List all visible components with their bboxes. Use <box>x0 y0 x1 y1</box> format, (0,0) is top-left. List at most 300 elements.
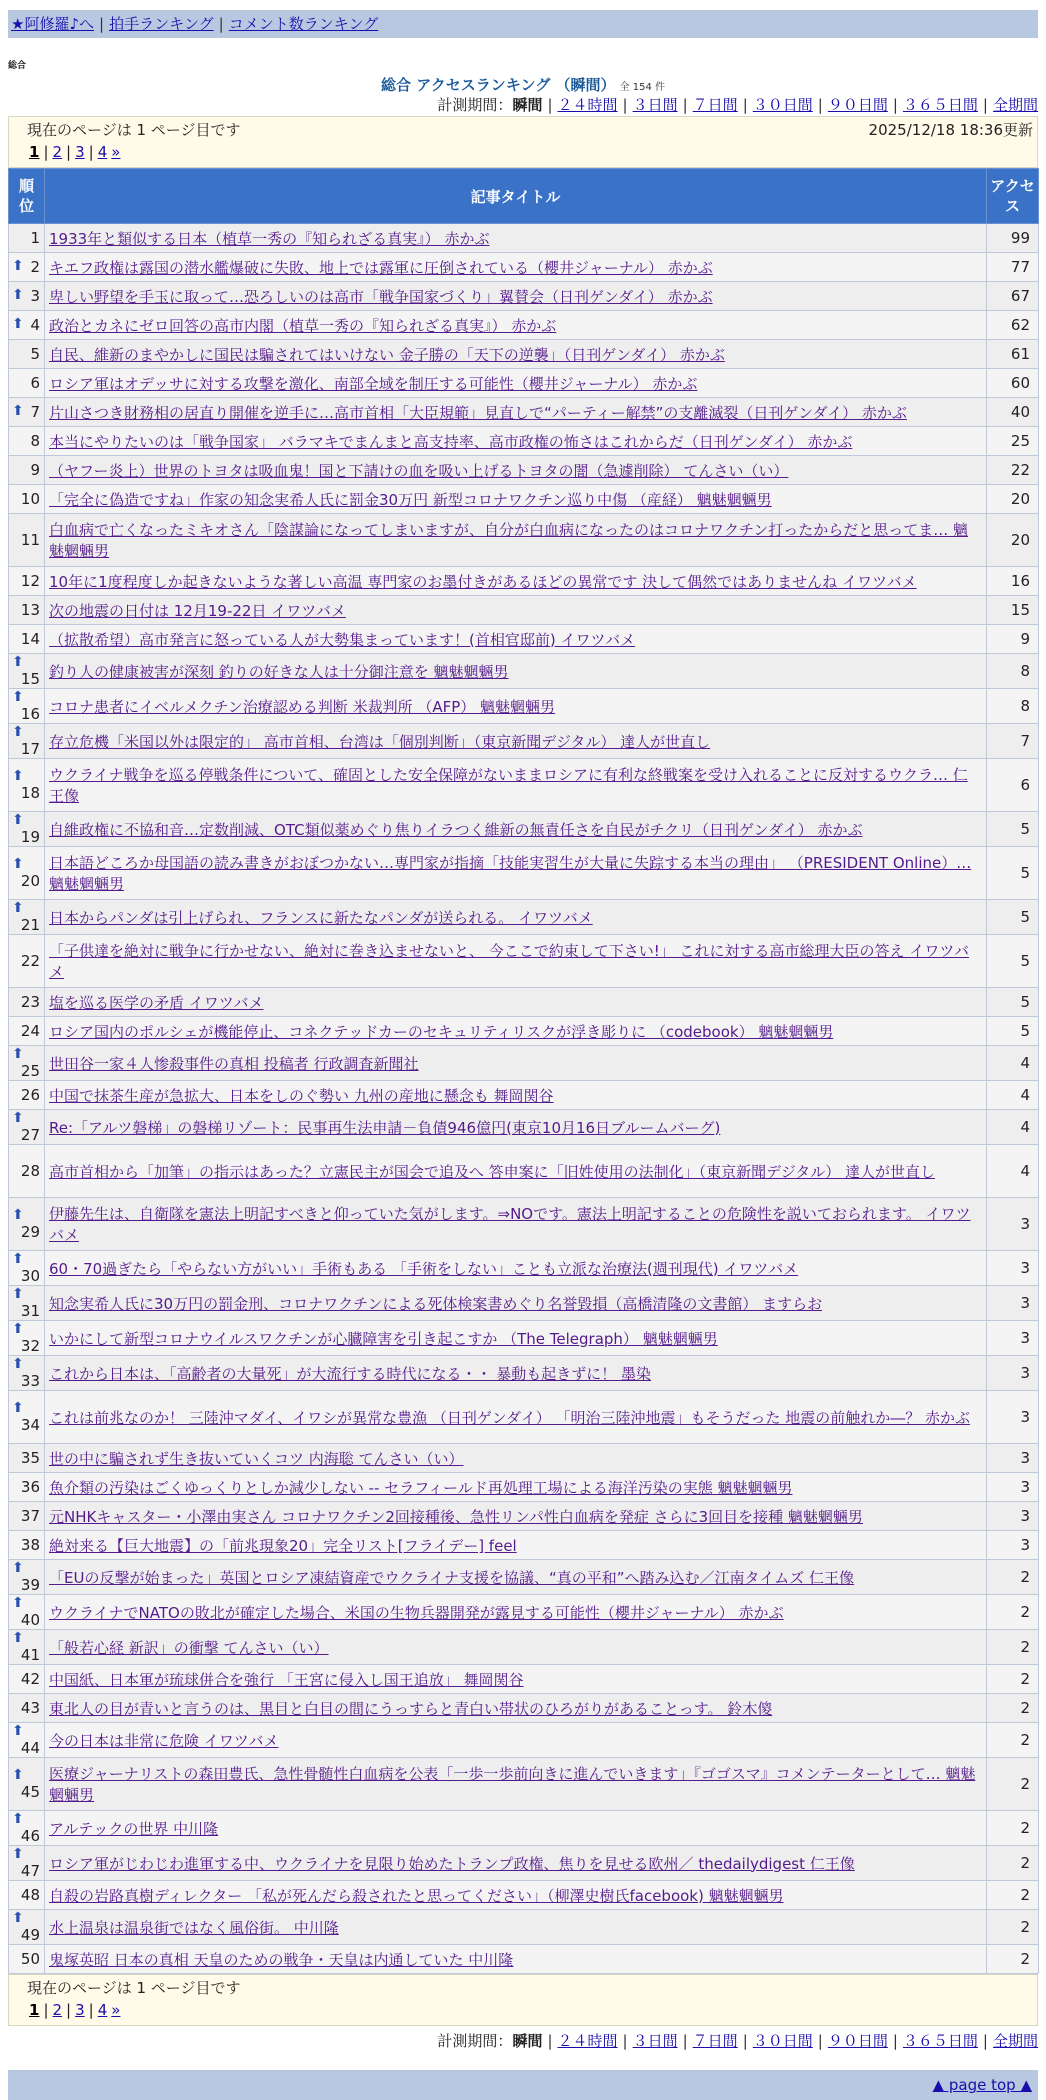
article-title-link[interactable]: 水上温泉は温泉街ではなく風俗街。 中川隆 <box>49 1918 339 1937</box>
rank-cell <box>9 1723 45 1758</box>
period-label: 計測期間： <box>437 2032 513 2050</box>
rank-up-arrow-icon <box>12 1910 24 1926</box>
page-next-link[interactable]: » <box>111 2001 121 2019</box>
access-count: 3 <box>987 1502 1039 1531</box>
table-row <box>9 1473 1039 1502</box>
rank-up-arrow-icon <box>12 258 24 274</box>
rank-cell <box>9 625 45 654</box>
rank-up-arrow-icon <box>12 1251 24 1267</box>
table-row <box>9 847 1039 900</box>
article-title-link[interactable]: 医療ジャーナリストの森田豊氏、急性骨髄性白血病を公表「一歩一歩前向きに進んでいきます」『ゴゴスマ』コメンテーターとして… 魑魅魍魎男 <box>49 1765 976 1804</box>
rank-number: 37 <box>20 1507 40 1525</box>
article-title-link[interactable]: 存立危機「米国以外は限定的」 高市首相、台湾は「個別判断」（東京新聞デジタル） 達人が世直し <box>49 732 711 751</box>
page-link[interactable]: 2 <box>52 2001 63 2019</box>
article-title-link[interactable]: いかにして新型コロナウイルスワクチンが心臓障害を引き起こすか （The Telegraph） 魑魅魍魎男 <box>49 1329 718 1348</box>
title-cell <box>45 369 987 398</box>
access-count: 2 <box>987 1910 1039 1945</box>
rank-cell <box>9 1758 45 1811</box>
ranking-body <box>9 224 1039 1974</box>
rank-cell <box>9 1694 45 1723</box>
rank-number: 29 <box>20 1223 40 1241</box>
article-title-link[interactable]: 絶対来る【巨大地震】の「前兆現象20」完全リスト[フライデー] feel <box>49 1536 517 1555</box>
period-link[interactable]: 全期間 <box>992 2032 1038 2050</box>
access-count: 4 <box>987 1081 1039 1110</box>
article-title-link[interactable]: 卑しい野望を手玉に取って…恐ろしいのは高市「戦争国家づくり」翼賛会（日刊ゲンダイ） 赤かぶ <box>49 287 713 306</box>
rank-number: 26 <box>20 1086 40 1104</box>
table-row <box>9 654 1039 689</box>
page-link[interactable]: 3 <box>75 143 85 161</box>
access-count: 2 <box>987 1694 1039 1723</box>
title-cell <box>45 1391 987 1444</box>
rank-up-arrow-icon <box>12 316 24 332</box>
rank-cell <box>9 988 45 1017</box>
access-count: 16 <box>987 567 1039 596</box>
table-row <box>9 311 1039 340</box>
rank-up-arrow-icon <box>12 1356 24 1372</box>
rank-cell <box>9 311 45 340</box>
article-title-link[interactable]: 自維政権に不協和音…定数削減、OTC類似薬めぐり焦りイラつく維新の無責任さを自民がチクリ（日刊ゲンダイ） 赤かぶ <box>49 820 863 839</box>
table-row <box>9 340 1039 369</box>
title-cell <box>45 988 987 1017</box>
rank-number: 1 <box>30 229 40 247</box>
access-count: 5 <box>987 988 1039 1017</box>
rank-number: 50 <box>20 1950 40 1968</box>
rank-number: 25 <box>20 1062 40 1080</box>
page-separator: | <box>43 143 49 161</box>
rank-number: 19 <box>20 828 40 846</box>
rank-number: 10 <box>20 490 40 508</box>
table-row <box>9 1665 1039 1694</box>
rank-number: 23 <box>20 993 40 1011</box>
title-cell <box>45 847 987 900</box>
page-link[interactable]: 2 <box>52 143 63 161</box>
period-separator: | <box>622 96 628 114</box>
table-row <box>9 224 1039 253</box>
page-link[interactable]: 3 <box>75 2001 85 2019</box>
article-title-link[interactable]: 高市首相から「加筆」の指示はあった？立憲民主が国会で追及へ 答申案に「旧姓使用の法制化」（東京新聞デジタル） 達人が世直し <box>49 1162 935 1181</box>
title-cell <box>45 1811 987 1846</box>
rank-cell <box>9 485 45 514</box>
access-count: 3 <box>987 1286 1039 1321</box>
access-count: 20 <box>987 514 1039 567</box>
table-row <box>9 1502 1039 1531</box>
total-count: 全 154 件 <box>619 82 665 93</box>
title-cell <box>45 1081 987 1110</box>
access-count: 5 <box>987 900 1039 935</box>
article-title-link[interactable]: 世の中に騙されず生き抜いていくコツ 内海聡 てんさい（い） <box>49 1449 464 1468</box>
access-count: 4 <box>987 1110 1039 1145</box>
footer-band <box>8 2070 1038 2100</box>
access-count: 25 <box>987 427 1039 456</box>
title-cell <box>45 514 987 567</box>
table-row <box>9 900 1039 935</box>
period-link[interactable]: ３日間 <box>632 96 678 114</box>
access-count: 3 <box>987 1444 1039 1473</box>
period-selector <box>8 94 1038 116</box>
article-title-link[interactable]: 東北人の目が青いと言うのは、黒目と白目の間にうっすらと青白い帯状のひろがりがあることっす。 鈴木傻 <box>49 1699 773 1718</box>
access-count: 2 <box>987 1630 1039 1665</box>
rank-number: 13 <box>20 601 40 619</box>
nav-comment-ranking-link[interactable]: コメント数ランキング <box>228 15 379 33</box>
title-cell <box>45 1630 987 1665</box>
rank-cell <box>9 1017 45 1046</box>
period-link[interactable]: ７日間 <box>692 96 738 114</box>
header-access: アクセス <box>987 169 1039 224</box>
access-count: 2 <box>987 1595 1039 1630</box>
table-row <box>9 456 1039 485</box>
rank-cell <box>9 1473 45 1502</box>
rank-number: 35 <box>20 1449 40 1467</box>
period-separator: | <box>892 2032 898 2050</box>
rank-up-arrow-icon <box>12 1767 24 1783</box>
access-count: 5 <box>987 812 1039 847</box>
article-title-link[interactable]: 10年に1度程度しか起きないような著しい高温 専門家のお墨付きがあるほどの異常です 決して偶然ではありませんね イワツバメ <box>49 572 917 591</box>
page-separator: | <box>43 2001 49 2019</box>
period-link[interactable]: ９０日間 <box>827 2032 888 2050</box>
article-title-link[interactable]: 中国で抹茶生産が急拡大、日本をしのぐ勢い 九州の産地に懸念も 舞岡関谷 <box>49 1086 554 1105</box>
rank-cell <box>9 253 45 282</box>
article-title-link[interactable]: コロナ患者にイベルメクチン治療認める判断 米裁判所 （AFP） 魑魅魍魎男 <box>49 697 556 716</box>
access-count: 2 <box>987 1945 1039 1974</box>
article-title-link[interactable]: これから日本は、「高齢者の大量死」が大流行する時代になる・・ 暴動も起きずに！ 墨染 <box>49 1364 652 1383</box>
rank-cell <box>9 1321 45 1356</box>
rank-cell <box>9 1531 45 1560</box>
page-top-link[interactable]: ▲ page top ▲ <box>932 2076 1032 2094</box>
article-title-link[interactable]: キエフ政権は露国の潜水艦爆破に失敗、地上では露軍に圧倒されている（櫻井ジャーナル） 赤かぶ <box>49 258 713 277</box>
access-count: 99 <box>987 224 1039 253</box>
article-title-link[interactable]: 「子供達を絶対に戦争に行かせない、絶対に巻き込ませないと、 今ここで約束して下さい!」 これに対する高市総理大臣の答え イワツバメ <box>49 942 970 981</box>
rank-number: 28 <box>20 1162 40 1180</box>
article-title-link[interactable]: 「般若心経 新訳」の衝撃 てんさい（い） <box>49 1638 329 1657</box>
header-rank: 順位 <box>9 169 45 224</box>
rank-cell <box>9 456 45 485</box>
title-cell <box>45 1473 987 1502</box>
access-count: 2 <box>987 1881 1039 1910</box>
title-cell <box>45 1665 987 1694</box>
rank-number: 47 <box>20 1862 40 1880</box>
rank-number: 5 <box>30 345 40 363</box>
page-next-link[interactable]: » <box>111 143 121 161</box>
article-title-link[interactable]: Re:「アルツ磐梯」の磐梯リゾート：民事再生法申請－負債946億円(東京10月16日ブルームバーグ) <box>49 1118 721 1137</box>
table-row <box>9 1595 1039 1630</box>
rank-cell <box>9 1145 45 1198</box>
period-separator: | <box>682 96 688 114</box>
rank-number: 44 <box>20 1739 40 1757</box>
period-link[interactable]: ２４時間 <box>557 2032 618 2050</box>
title-cell <box>45 253 987 282</box>
rank-number: 21 <box>20 916 40 934</box>
period-separator: | <box>817 2032 823 2050</box>
period-link[interactable]: ２４時間 <box>557 96 618 114</box>
rank-number: 48 <box>20 1886 40 1904</box>
rank-cell <box>9 596 45 625</box>
rank-number: 49 <box>20 1926 40 1944</box>
rank-number: 30 <box>20 1267 40 1285</box>
article-title-link[interactable]: ウクライナでNATOの敗北が確定した場合、米国の生物兵器開発が露見する可能性（櫻井ジャーナル） 赤かぶ <box>49 1603 784 1622</box>
rank-cell <box>9 567 45 596</box>
article-title-link[interactable]: 白血病で亡くなったミキオさん「陰謀論になってしまいますが、自分が白血病になったのはコロナワクチン打ったからだと思ってま… 魑魅魍魎男 <box>49 521 969 560</box>
access-count: 3 <box>987 1198 1039 1251</box>
rank-cell <box>9 1560 45 1595</box>
table-row <box>9 369 1039 398</box>
article-title-link[interactable]: アルテックの世界 中川隆 <box>49 1819 219 1838</box>
article-title-link[interactable]: 片山さつき財務相の居直り開催を逆手に…高市首相「大臣規範」見直しで“パーティー解禁”の支離滅裂（日刊ゲンダイ） 赤かぶ <box>49 403 907 422</box>
category-label: 総合 <box>8 61 27 71</box>
article-title-link[interactable]: ロシア軍はオデッサに対する攻撃を激化、南部全域を制圧する可能性（櫻井ジャーナル） 赤かぶ <box>49 374 698 393</box>
access-count: 2 <box>987 1723 1039 1758</box>
rank-number: 2 <box>30 258 40 276</box>
table-row <box>9 812 1039 847</box>
title-cell <box>45 567 987 596</box>
page-links <box>27 2001 122 2019</box>
period-separator: | <box>982 96 988 114</box>
rank-cell <box>9 1910 45 1945</box>
table-row <box>9 1910 1039 1945</box>
rank-up-arrow-icon <box>12 1811 24 1827</box>
rank-cell <box>9 1198 45 1251</box>
rank-number: 8 <box>30 432 40 450</box>
article-title-link[interactable]: ロシア国内のポルシェが機能停止、コネクテッドカーのセキュリティリスクが浮き彫りに （codebook） 魑魅魍魎男 <box>49 1022 834 1041</box>
table-row <box>9 1017 1039 1046</box>
period-link[interactable]: ３０日間 <box>752 2032 813 2050</box>
page-separator: | <box>88 2001 94 2019</box>
article-title-link[interactable]: 「EUの反撃が始まった」英国とロシア凍結資産でウクライナ支援を協議、“真の平和”へ踏み込む／江南タイムズ 仁王像 <box>49 1568 855 1587</box>
rank-number: 15 <box>20 670 40 688</box>
rank-number: 3 <box>30 287 40 305</box>
period-separator: | <box>742 2032 748 2050</box>
rank-number: 16 <box>20 705 40 723</box>
rank-number: 27 <box>20 1126 40 1144</box>
access-count: 5 <box>987 847 1039 900</box>
rank-number: 20 <box>20 872 40 890</box>
rank-cell <box>9 1595 45 1630</box>
rank-cell <box>9 1881 45 1910</box>
article-title-link[interactable]: 政治とカネにゼロ回答の高市内閣（植草一秀の『知られざる真実』） 赤かぶ <box>49 316 557 335</box>
article-title-link[interactable]: 今の日本は非常に危険 イワツバメ <box>49 1731 279 1750</box>
period-link[interactable]: ３０日間 <box>752 96 813 114</box>
rank-cell <box>9 1502 45 1531</box>
table-row <box>9 1321 1039 1356</box>
access-count: 5 <box>987 935 1039 988</box>
rank-cell <box>9 1391 45 1444</box>
rank-number: 31 <box>20 1302 40 1320</box>
rank-cell <box>9 847 45 900</box>
rank-number: 42 <box>20 1670 40 1688</box>
page <box>8 10 1038 2100</box>
period-label: 計測期間： <box>437 96 513 114</box>
title-cell <box>45 1531 987 1560</box>
access-count: 3 <box>987 1251 1039 1286</box>
period-link[interactable]: ９０日間 <box>827 96 888 114</box>
table-row <box>9 1531 1039 1560</box>
access-count: 2 <box>987 1758 1039 1811</box>
current-page-text: 現在のページは 1 ページ目です <box>27 1979 241 1997</box>
rank-up-arrow-icon <box>12 1286 24 1302</box>
rank-up-arrow-icon <box>12 1400 24 1416</box>
rank-number: 34 <box>20 1416 40 1434</box>
access-count: 3 <box>987 1391 1039 1444</box>
rank-up-arrow-icon <box>12 812 24 828</box>
article-title-link[interactable]: ウクライナ戦争を巡る停戦条件について、確固とした安全保障がないままロシアに有利な終戦案を受け入れることに反対するウクラ… 仁王像 <box>49 766 968 805</box>
article-title-link[interactable]: 日本からパンダは引上げられ、フランスに新たなパンダが送られる。 イワツバメ <box>49 908 593 927</box>
access-count: 2 <box>987 1560 1039 1595</box>
access-count: 77 <box>987 253 1039 282</box>
access-count: 6 <box>987 759 1039 812</box>
access-count: 4 <box>987 1046 1039 1081</box>
article-title-link[interactable]: 自民、維新のまやかしに国民は騙されてはいけない 金子勝の「天下の逆襲」（日刊ゲンダイ） 赤かぶ <box>49 345 725 364</box>
table-row <box>9 988 1039 1017</box>
ranking-table <box>8 168 1039 1974</box>
pager-top <box>8 116 1038 168</box>
rank-cell <box>9 369 45 398</box>
nav-asyura-home-link[interactable]: ★阿修羅♪へ <box>11 15 95 33</box>
table-row <box>9 398 1039 427</box>
table-row <box>9 253 1039 282</box>
article-title-link[interactable]: 60・70過ぎたら「やらない方がいい」手術もある 「手術をしない」ことも立派な治療法(週刊現代) イワツバメ <box>49 1259 799 1278</box>
article-title-link[interactable]: 「完全に偽造ですね」作家の知念実希人氏に罰金30万円 新型コロナワクチン巡り中傷 （産経） 魑魅魍魎男 <box>49 490 772 509</box>
rank-number: 11 <box>20 531 40 549</box>
period-separator: | <box>547 2032 553 2050</box>
access-count: 67 <box>987 282 1039 311</box>
rank-number: 18 <box>20 784 40 802</box>
rank-up-arrow-icon <box>12 1321 24 1337</box>
rank-number: 45 <box>20 1783 40 1801</box>
period-link[interactable]: ３６５日間 <box>902 2032 978 2050</box>
table-row <box>9 1110 1039 1145</box>
article-title-link[interactable]: 塩を巡る医学の矛盾 イワツバメ <box>49 993 264 1012</box>
table-row <box>9 724 1039 759</box>
title-cell <box>45 398 987 427</box>
title-cell <box>45 456 987 485</box>
table-row <box>9 1198 1039 1251</box>
rank-number: 14 <box>20 630 40 648</box>
article-title-link[interactable]: 伊藤先生は、自衛隊を憲法上明記すべきと仰っていた気がします。⇒NOです。憲法上明記することの危険性を説いておられます。 イワツバメ <box>49 1205 971 1244</box>
rank-number: 24 <box>20 1022 40 1040</box>
article-title-link[interactable]: 魚介類の汚染はごくゆっくりとしか減少しない -- セラフィールド再処理工場による海洋汚染の実態 魑魅魍魎男 <box>49 1478 793 1497</box>
period-separator: | <box>892 96 898 114</box>
title-cell <box>45 1560 987 1595</box>
article-title-link[interactable]: 釣り人の健康被害が深刻 釣りの好きな人は十分御注意を 魑魅魍魎男 <box>49 662 509 681</box>
table-row <box>9 596 1039 625</box>
article-title-link[interactable]: 次の地震の日付は 12月19-22日 イワツバメ <box>49 601 346 620</box>
table-header-row <box>9 169 1039 224</box>
article-title-link[interactable]: 1933年と類似する日本（植草一秀の『知られざる真実』） 赤かぶ <box>49 229 490 248</box>
rank-up-arrow-icon <box>12 287 24 303</box>
article-title-link[interactable]: 中国紙、日本軍が琉球併合を強行 「王宮に侵入し国王追放」 舞岡関谷 <box>49 1670 524 1689</box>
rank-number: 36 <box>20 1478 40 1496</box>
rank-up-arrow-icon <box>12 768 24 784</box>
title-cell <box>45 1758 987 1811</box>
access-count: 60 <box>987 369 1039 398</box>
current-page-text: 現在のページは 1 ページ目です <box>27 121 241 139</box>
rank-number: 6 <box>30 374 40 392</box>
title-cell <box>45 1198 987 1251</box>
title-cell <box>45 1356 987 1391</box>
article-title-link[interactable]: 自殺の岩路真樹ディレクター 「私が死んだら殺されたと思ってください」（柳澤史樹氏facebook) 魑魅魍魎男 <box>49 1886 784 1905</box>
rank-cell <box>9 1110 45 1145</box>
period-link[interactable]: 全期間 <box>992 96 1038 114</box>
title-cell <box>45 1046 987 1081</box>
period-separator: | <box>742 96 748 114</box>
access-count: 22 <box>987 456 1039 485</box>
title-cell <box>45 1694 987 1723</box>
title-cell <box>45 282 987 311</box>
rank-cell <box>9 724 45 759</box>
rank-up-arrow-icon <box>12 1560 24 1576</box>
title-cell <box>45 1881 987 1910</box>
page-title <box>8 74 1038 94</box>
period-link[interactable]: ３日間 <box>632 2032 678 2050</box>
article-title-link[interactable]: 鬼塚英昭 日本の真相 天皇のための戦争・天皇は内通していた 中川隆 <box>49 1950 514 1969</box>
nav-applause-ranking-link[interactable]: 拍手ランキング <box>109 15 214 33</box>
page-link[interactable]: 4 <box>97 143 108 161</box>
title-cell <box>45 1846 987 1881</box>
table-row <box>9 1723 1039 1758</box>
table-row <box>9 1881 1039 1910</box>
table-row <box>9 1560 1039 1595</box>
period-separator: | <box>622 2032 628 2050</box>
article-title-link[interactable]: これは前兆なのか！ 三陸沖マダイ、イワシが異常な豊漁 （日刊ゲンダイ） 「明治三陸沖地震」もそうだった 地震の前触れか―？ 赤かぶ <box>49 1408 970 1427</box>
period-separator: | <box>982 2032 988 2050</box>
rank-cell <box>9 1286 45 1321</box>
period-link[interactable]: ７日間 <box>692 2032 738 2050</box>
access-count: 3 <box>987 1321 1039 1356</box>
table-row <box>9 1630 1039 1665</box>
article-title-link[interactable]: 元NHKキャスター・小澤由実さん コロナワクチン2回接種後、急性リンパ性白血病を発症 さらに3回目を接種 魑魅魍魎男 <box>49 1507 863 1526</box>
rank-number: 43 <box>20 1699 40 1717</box>
period-link[interactable]: ３６５日間 <box>902 96 978 114</box>
page-link[interactable]: 4 <box>97 2001 108 2019</box>
rank-number: 46 <box>20 1827 40 1845</box>
article-title-link[interactable]: ロシア軍がじわじわ進軍する中、ウクライナを見限り始めたトランプ政権、焦りを見せる欧州／ thedailydigest 仁王像 <box>49 1854 855 1873</box>
rank-cell <box>9 282 45 311</box>
title-cell <box>45 224 987 253</box>
article-title-link[interactable]: 世田谷一家４人惨殺事件の真相 投稿者 行政調査新聞社 <box>49 1054 419 1073</box>
rank-up-arrow-icon <box>12 1110 24 1126</box>
page-links <box>27 143 122 161</box>
article-title-link[interactable]: （ヤフー炎上）世界のトヨタは吸血鬼！国と下請けの血を吸い上げるトヨタの闇（急遽削除） てんさい（い） <box>49 461 789 480</box>
title-cell <box>45 654 987 689</box>
title-cell <box>45 900 987 935</box>
nav-separator: | <box>218 15 224 33</box>
access-count: 61 <box>987 340 1039 369</box>
access-count: 2 <box>987 1846 1039 1881</box>
article-title-link[interactable]: 本当にやりたいのは「戦争国家」 バラマキでまんまと高支持率、高市政権の怖さはこれからだ（日刊ゲンダイ） 赤かぶ <box>49 432 853 451</box>
article-title-link[interactable]: 知念実希人氏に30万円の罰金刑、コロナワクチンによる死体検案書めぐり名誉毀損（高橋清隆の文書館） ますらお <box>49 1294 823 1313</box>
table-row <box>9 689 1039 724</box>
access-count: 15 <box>987 596 1039 625</box>
rank-cell <box>9 224 45 253</box>
table-row <box>9 1444 1039 1473</box>
table-row <box>9 514 1039 567</box>
article-title-link[interactable]: （拡散希望）高市発言に怒っている人が大勢集まっています！(首相官邸前) イワツバメ <box>49 630 636 649</box>
rank-cell <box>9 689 45 724</box>
rank-up-arrow-icon <box>12 403 24 419</box>
page-current: 1 <box>29 2001 40 2019</box>
access-count: 20 <box>987 485 1039 514</box>
table-row <box>9 485 1039 514</box>
title-cell <box>45 1321 987 1356</box>
title-cell <box>45 1251 987 1286</box>
rank-cell <box>9 1081 45 1110</box>
article-title-link[interactable]: 日本語どころか母国語の読み書きがおぼつかない…専門家が指摘「技能実習生が大量に失踪する本当の理由」 （PRESIDENT Online）… 魑魅魍魎男 <box>49 854 972 893</box>
access-count: 5 <box>987 1017 1039 1046</box>
table-row <box>9 759 1039 812</box>
rank-cell <box>9 1251 45 1286</box>
title-cell <box>45 340 987 369</box>
rank-cell <box>9 1945 45 1974</box>
title-cell <box>45 485 987 514</box>
